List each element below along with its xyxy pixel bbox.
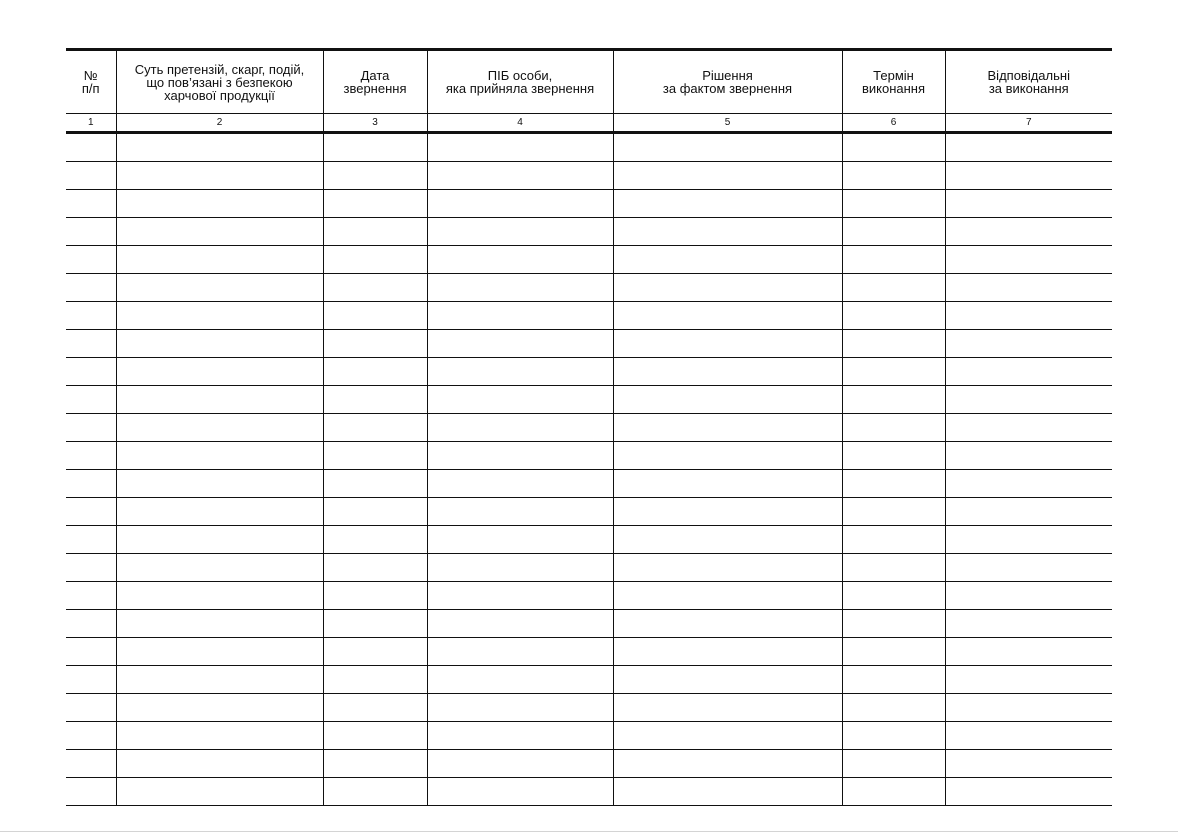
page-bottom-edge <box>0 831 1178 832</box>
table-row <box>66 358 1112 386</box>
table-cell[interactable] <box>66 358 116 386</box>
table-cell[interactable] <box>427 358 613 386</box>
table-cell[interactable] <box>323 414 427 442</box>
table-cell[interactable] <box>116 722 323 750</box>
table-cell[interactable] <box>116 162 323 190</box>
table-row <box>66 694 1112 722</box>
table-cell[interactable] <box>427 750 613 778</box>
table-cell[interactable] <box>323 470 427 498</box>
table-cell[interactable] <box>842 162 945 190</box>
table-cell[interactable] <box>945 554 1112 582</box>
table-cell[interactable] <box>427 133 613 162</box>
table-cell[interactable] <box>116 133 323 162</box>
table-cell[interactable] <box>323 330 427 358</box>
table-row <box>66 778 1112 806</box>
table-row <box>66 750 1112 778</box>
table-cell[interactable] <box>613 330 842 358</box>
table-cell[interactable] <box>116 554 323 582</box>
table-row <box>66 162 1112 190</box>
table-cell[interactable] <box>116 386 323 414</box>
table-cell[interactable] <box>945 610 1112 638</box>
table-cell[interactable] <box>66 414 116 442</box>
table-cell[interactable] <box>945 638 1112 666</box>
column-number-row <box>66 114 1112 133</box>
table-cell[interactable] <box>116 358 323 386</box>
table-cell[interactable] <box>427 414 613 442</box>
table-cell[interactable] <box>613 190 842 218</box>
column-number: 4 <box>427 114 613 133</box>
table-row <box>66 274 1112 302</box>
table-row <box>66 246 1112 274</box>
table-cell[interactable] <box>842 582 945 610</box>
table-cell[interactable] <box>945 666 1112 694</box>
column-number: 6 <box>842 114 945 133</box>
table-cell[interactable] <box>427 190 613 218</box>
table-cell[interactable] <box>323 722 427 750</box>
table-cell[interactable] <box>323 694 427 722</box>
table-row <box>66 638 1112 666</box>
table-cell[interactable] <box>613 526 842 554</box>
table-cell[interactable] <box>613 358 842 386</box>
table-row <box>66 414 1112 442</box>
table-cell[interactable] <box>323 666 427 694</box>
table-cell[interactable] <box>427 778 613 806</box>
column-header-responsible: Відповідальні за виконання <box>945 50 1112 114</box>
table-cell[interactable] <box>427 666 613 694</box>
table-cell[interactable] <box>945 218 1112 246</box>
table-cell[interactable] <box>323 778 427 806</box>
column-number: 7 <box>945 114 1112 133</box>
table-cell[interactable] <box>842 414 945 442</box>
table-cell[interactable] <box>842 330 945 358</box>
table-cell[interactable] <box>66 498 116 526</box>
table-cell[interactable] <box>842 358 945 386</box>
table-cell[interactable] <box>842 666 945 694</box>
table-cell[interactable] <box>66 386 116 414</box>
table-cell[interactable] <box>116 498 323 526</box>
table-row <box>66 554 1112 582</box>
column-header-receiver-name: ПІБ особи, яка прийняла звернення <box>427 50 613 114</box>
table-cell[interactable] <box>323 190 427 218</box>
table-cell[interactable] <box>945 330 1112 358</box>
table-cell[interactable] <box>66 554 116 582</box>
table-cell[interactable] <box>323 442 427 470</box>
table-cell[interactable] <box>842 498 945 526</box>
table-cell[interactable] <box>842 610 945 638</box>
table-cell[interactable] <box>613 610 842 638</box>
table-cell[interactable] <box>613 750 842 778</box>
table-row <box>66 133 1112 162</box>
table-cell[interactable] <box>66 610 116 638</box>
table-cell[interactable] <box>66 218 116 246</box>
table-cell[interactable] <box>945 162 1112 190</box>
table-cell[interactable] <box>116 414 323 442</box>
table-row <box>66 470 1112 498</box>
table-cell[interactable] <box>427 554 613 582</box>
table-cell[interactable] <box>945 133 1112 162</box>
table-cell[interactable] <box>66 638 116 666</box>
table-cell[interactable] <box>427 330 613 358</box>
table-cell[interactable] <box>945 722 1112 750</box>
table-cell[interactable] <box>945 274 1112 302</box>
table-cell[interactable] <box>427 162 613 190</box>
table-cell[interactable] <box>945 190 1112 218</box>
column-number: 1 <box>66 114 116 133</box>
table-row <box>66 610 1112 638</box>
table-body <box>66 133 1112 806</box>
table-cell[interactable] <box>116 778 323 806</box>
table-cell[interactable] <box>842 554 945 582</box>
table-cell[interactable] <box>323 554 427 582</box>
table-cell[interactable] <box>945 246 1112 274</box>
table-row <box>66 666 1112 694</box>
table-cell[interactable] <box>945 498 1112 526</box>
table-cell[interactable] <box>66 162 116 190</box>
table-cell[interactable] <box>842 246 945 274</box>
table-cell[interactable] <box>116 526 323 554</box>
table-cell[interactable] <box>427 470 613 498</box>
table-cell[interactable] <box>116 302 323 330</box>
table-cell[interactable] <box>66 133 116 162</box>
table-cell[interactable] <box>66 302 116 330</box>
table-cell[interactable] <box>66 274 116 302</box>
table-cell[interactable] <box>842 638 945 666</box>
column-header-decision: Рішення за фактом звернення <box>613 50 842 114</box>
column-number: 2 <box>116 114 323 133</box>
table-cell[interactable] <box>66 582 116 610</box>
table-cell[interactable] <box>427 526 613 554</box>
table-cell[interactable] <box>66 470 116 498</box>
table-cell[interactable] <box>945 526 1112 554</box>
column-header-date: Дата звернення <box>323 50 427 114</box>
table-cell[interactable] <box>66 442 116 470</box>
table-cell[interactable] <box>613 498 842 526</box>
table-row <box>66 722 1112 750</box>
table-cell[interactable] <box>66 778 116 806</box>
table-cell[interactable] <box>427 442 613 470</box>
table-cell[interactable] <box>66 750 116 778</box>
table-cell[interactable] <box>116 694 323 722</box>
table-cell[interactable] <box>116 330 323 358</box>
table-cell[interactable] <box>842 274 945 302</box>
table-cell[interactable] <box>613 582 842 610</box>
table-cell[interactable] <box>945 386 1112 414</box>
table-cell[interactable] <box>427 274 613 302</box>
table-cell[interactable] <box>613 414 842 442</box>
table-cell[interactable] <box>842 722 945 750</box>
table-cell[interactable] <box>323 386 427 414</box>
table-cell[interactable] <box>66 694 116 722</box>
table-cell[interactable] <box>613 722 842 750</box>
table-cell[interactable] <box>613 638 842 666</box>
table-row <box>66 190 1112 218</box>
table-cell[interactable] <box>116 218 323 246</box>
table-cell[interactable] <box>613 162 842 190</box>
table-cell[interactable] <box>66 722 116 750</box>
table-cell[interactable] <box>323 526 427 554</box>
table-cell[interactable] <box>613 133 842 162</box>
table-cell[interactable] <box>323 582 427 610</box>
table-cell[interactable] <box>945 750 1112 778</box>
table-cell[interactable] <box>945 778 1112 806</box>
table-cell[interactable] <box>613 442 842 470</box>
table-cell[interactable] <box>323 246 427 274</box>
column-number: 3 <box>323 114 427 133</box>
table-cell[interactable] <box>842 133 945 162</box>
table-cell[interactable] <box>323 750 427 778</box>
column-number: 5 <box>613 114 842 133</box>
table-cell[interactable] <box>427 694 613 722</box>
table-cell[interactable] <box>842 386 945 414</box>
table-cell[interactable] <box>842 750 945 778</box>
table-cell[interactable] <box>613 386 842 414</box>
table-cell[interactable] <box>66 246 116 274</box>
table-cell[interactable] <box>116 246 323 274</box>
table-cell[interactable] <box>323 162 427 190</box>
table-header-row <box>66 50 1112 114</box>
table-cell[interactable] <box>427 498 613 526</box>
table-cell[interactable] <box>427 722 613 750</box>
table-cell[interactable] <box>427 302 613 330</box>
table-cell[interactable] <box>427 246 613 274</box>
table-cell[interactable] <box>613 554 842 582</box>
column-header-number: № п/п <box>66 50 116 114</box>
table-cell[interactable] <box>613 470 842 498</box>
table-cell[interactable] <box>323 498 427 526</box>
table-cell[interactable] <box>842 442 945 470</box>
table-cell[interactable] <box>323 218 427 246</box>
table-row <box>66 526 1112 554</box>
table-cell[interactable] <box>945 302 1112 330</box>
table-row <box>66 442 1112 470</box>
table-cell[interactable] <box>613 302 842 330</box>
table-cell[interactable] <box>116 274 323 302</box>
table-row <box>66 498 1112 526</box>
table-cell[interactable] <box>842 470 945 498</box>
table-cell[interactable] <box>66 666 116 694</box>
table-row <box>66 218 1112 246</box>
table-cell[interactable] <box>613 274 842 302</box>
table-cell[interactable] <box>323 610 427 638</box>
table-cell[interactable] <box>945 442 1112 470</box>
table-cell[interactable] <box>842 778 945 806</box>
table-cell[interactable] <box>613 694 842 722</box>
table-cell[interactable] <box>613 778 842 806</box>
column-header-deadline: Термін виконання <box>842 50 945 114</box>
table-cell[interactable] <box>116 666 323 694</box>
table-cell[interactable] <box>116 638 323 666</box>
table-cell[interactable] <box>116 750 323 778</box>
table-cell[interactable] <box>427 386 613 414</box>
table-cell[interactable] <box>945 694 1112 722</box>
complaints-register-table <box>66 48 1112 806</box>
table-cell[interactable] <box>427 610 613 638</box>
table-cell[interactable] <box>842 218 945 246</box>
table-cell[interactable] <box>842 694 945 722</box>
table-cell[interactable] <box>66 330 116 358</box>
table-cell[interactable] <box>945 470 1112 498</box>
table-row <box>66 302 1112 330</box>
table-cell[interactable] <box>323 638 427 666</box>
table-cell[interactable] <box>427 218 613 246</box>
table-cell[interactable] <box>613 666 842 694</box>
table-cell[interactable] <box>613 218 842 246</box>
table-row <box>66 582 1112 610</box>
table-cell[interactable] <box>323 302 427 330</box>
table-cell[interactable] <box>116 470 323 498</box>
table-cell[interactable] <box>613 246 842 274</box>
table-row <box>66 386 1112 414</box>
table-cell[interactable] <box>66 526 116 554</box>
table-cell[interactable] <box>427 638 613 666</box>
table-cell[interactable] <box>323 133 427 162</box>
table-cell[interactable] <box>842 190 945 218</box>
table-cell[interactable] <box>116 582 323 610</box>
table-cell[interactable] <box>945 414 1112 442</box>
table-cell[interactable] <box>116 190 323 218</box>
table-cell[interactable] <box>323 358 427 386</box>
table-cell[interactable] <box>842 526 945 554</box>
table-row <box>66 330 1112 358</box>
table-cell[interactable] <box>116 610 323 638</box>
table-cell[interactable] <box>945 582 1112 610</box>
table-cell[interactable] <box>427 582 613 610</box>
table-cell[interactable] <box>116 442 323 470</box>
table-cell[interactable] <box>945 358 1112 386</box>
table-cell[interactable] <box>66 190 116 218</box>
table-cell[interactable] <box>323 274 427 302</box>
column-header-essence: Суть претензій, скарг, подій, що пов’язані з безпекою харчової продукції <box>116 50 323 114</box>
table-cell[interactable] <box>842 302 945 330</box>
